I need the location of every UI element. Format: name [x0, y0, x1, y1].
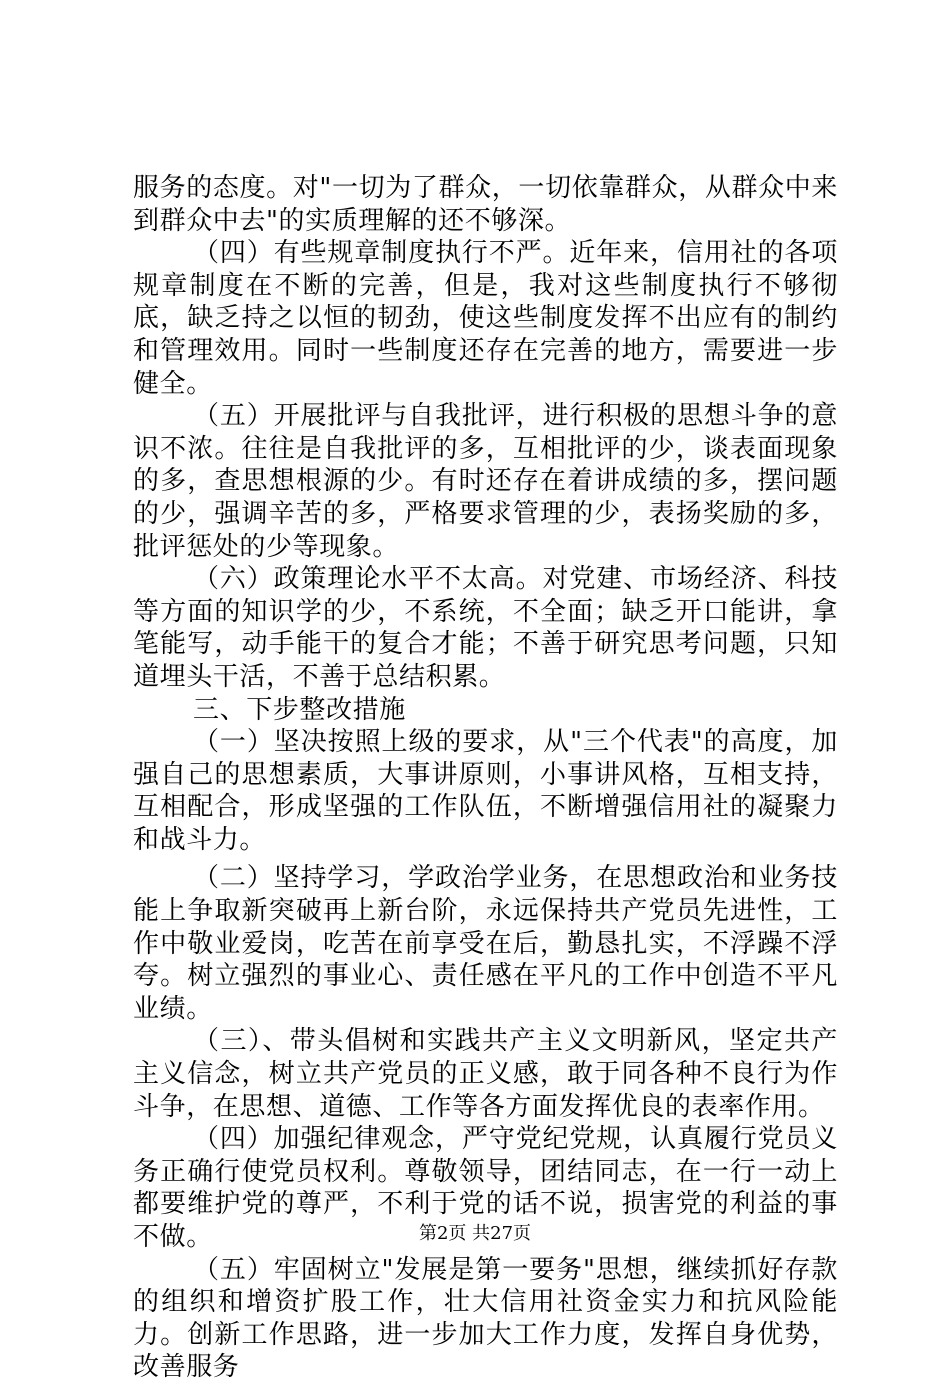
paragraph: （四）加强纪律观念，严守党纪党规，认真履行党员义务正确行使党员权利。尊敬领导，团结同志，在一行一动上都要维护党的尊严，不利于党的话不说，损害党的利益的事不做。 — [133, 1124, 838, 1252]
paragraph: 服务的态度。对"一切为了群众，一切依靠群众，从群众中来到群众中去"的实质理解的还不够深。 — [133, 173, 838, 236]
page-number-footer: 第2页 共27页 — [418, 1223, 532, 1244]
section-heading: 三、下步整改措施 — [193, 694, 406, 725]
paragraph: （五）牢固树立"发展是第一要务"思想，继续抓好存款的组织和增资扩股工作，壮大信用社资金实力和抗风险能力。创新工作思路，进一步加大工作力度，发挥自身优势，改善服务 — [133, 1254, 838, 1383]
paragraph: （一）坚决按照上级的要求，从"三个代表"的高度，加强自己的思想素质，大事讲原则，小事讲风格，互相支持，互相配合，形成坚强的工作队伍，不断增强信用社的凝聚力和战斗力。 — [133, 727, 838, 855]
paragraph: （五）开展批评与自我批评，进行积极的思想斗争的意识不浓。往往是自我批评的多，互相批评的少，谈表面现象的多，查思想根源的少。有时还存在着讲成绩的多，摆问题的少，强调辛苦的多，严格要求管理的少，表扬奖励的多，批评惩处的少等现象。 — [133, 401, 838, 562]
paragraph: （四）有些规章制度执行不严。近年来，信用社的各项规章制度在不断的完善，但是，我对这些制度执行不够彻底，缺乏持之以恒的韧劲，使这些制度发挥不出应有的制约和管理效用。同时一些制度还存在完善的地方，需要进一步健全。 — [133, 238, 838, 399]
paragraph: （六）政策理论水平不太高。对党建、市场经济、科技等方面的知识学的少，不系统，不全面；缺乏开口能讲，拿笔能写，动手能干的复合才能；不善于研究思考问题，只知道埋头干活，不善于总结积累。 — [133, 564, 838, 692]
paragraph: （三）、带头倡树和实践共产主义文明新风，坚定共产主义信念，树立共产党员的正义感，敢于同各种不良行为作斗争，在思想、道德、工作等各方面发挥优良的表率作用。 — [133, 1026, 838, 1122]
document-body — [133, 172, 838, 1384]
paragraph: （二）坚持学习，学政治学业务，在思想政治和业务技能上争取新突破再上新台阶，永远保持共产党员先进性，工作中敬业爱岗，吃苦在前享受在后，勤恳扎实，不浮躁不浮夸。树立强烈的事业心、责任感在平凡的工作中创造不平凡业绩。 — [133, 863, 838, 1024]
